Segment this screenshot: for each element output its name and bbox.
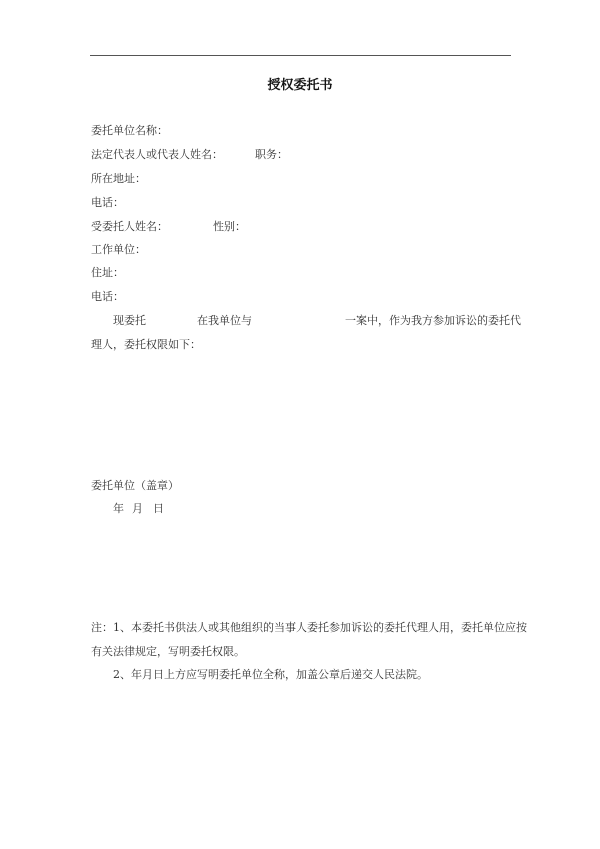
note-1-line2: 有关法律规定，写明委托权限。 xyxy=(91,645,245,658)
body-text-part3: 一案中，作为我方参加诉讼的委托代 xyxy=(345,314,521,327)
field-work-unit: 工作单位： xyxy=(91,243,146,256)
document-title: 授权委托书 xyxy=(267,78,333,93)
body-text-part1: 现委托 xyxy=(113,314,146,327)
date-month: 月 xyxy=(132,502,143,515)
date-day: 日 xyxy=(153,502,164,515)
field-unit-name: 委托单位名称： xyxy=(91,124,168,137)
note-2: 2、年月日上方应写明委托单位全称，加盖公章后递交人民法院。 xyxy=(113,668,428,681)
note-1-line1: 注：1、本委托书供法人或其他组织的当事人委托参加诉讼的委托代理人用，委托单位应按 xyxy=(91,621,527,634)
seal-label: 委托单位（盖章） xyxy=(91,479,179,492)
field-position: 职务： xyxy=(255,148,288,161)
field-agent-name: 受委托人姓名： xyxy=(91,220,168,233)
body-text-line2: 理人，委托权限如下： xyxy=(91,338,201,351)
body-text-part2: 在我单位与 xyxy=(197,314,252,327)
field-address: 所在地址： xyxy=(91,172,146,185)
field-residence: 住址： xyxy=(91,266,124,279)
field-agent-phone: 电话： xyxy=(91,290,124,303)
date-year: 年 xyxy=(113,502,124,515)
field-legal-rep: 法定代表人或代表人姓名： xyxy=(91,148,223,161)
field-phone: 电话： xyxy=(91,196,124,209)
field-gender: 性别： xyxy=(213,220,246,233)
header-rule xyxy=(90,55,511,56)
